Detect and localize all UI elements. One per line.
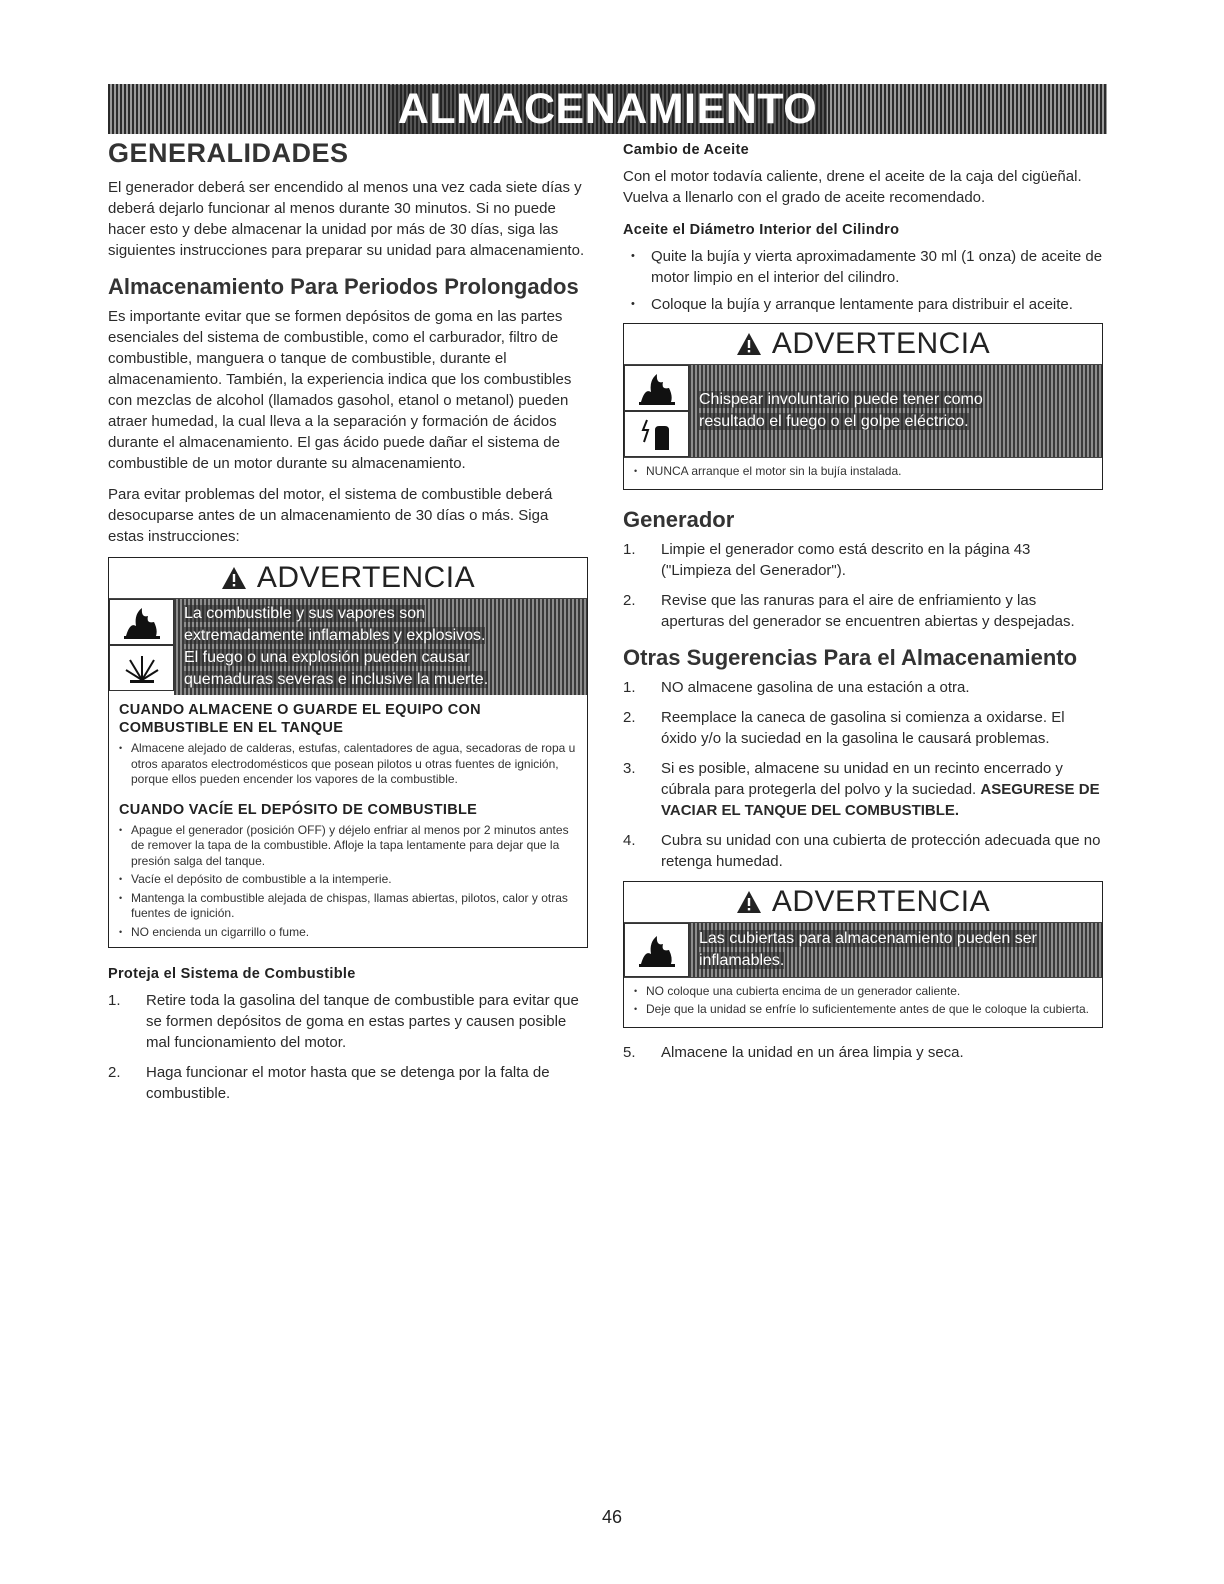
flammable-fire-icon	[624, 365, 689, 411]
spark-warning-box	[623, 323, 1103, 490]
list-item: 2. Revise que las ranuras para el aire de enfriamiento y las aperturas del generador se encuentren abiertas y despejadas.	[623, 591, 1075, 630]
list-item: 1. Limpie el generador como está descrito en la página 43 ("Limpieza del Generador").	[623, 540, 1031, 579]
warning-title: ADVERTENCIA	[771, 884, 991, 918]
prolongados-paragraph-2: Para evitar problemas del motor, el sistema de combustible deberá desocuparse antes de un almacenamiento de 30 días o más. Siga estas instrucciones:	[108, 486, 553, 545]
list-item: 2. Haga funcionar el motor hasta que se detenga por la falta de combustible.	[108, 1064, 550, 1102]
flammable-fire-icon	[624, 923, 689, 977]
cambio-text: Con el motor todavía caliente, drene el aceite de la caja del cigüeñal. Vuelva a llenarlo con el grado de aceite recomendado.	[623, 168, 1082, 206]
cambio-heading: Cambio de Aceite	[623, 142, 749, 158]
warning-triangle-icon	[221, 566, 247, 590]
warning-subheading-empty-tank: CUANDO VACÍE EL DEPÓSITO DE COMBUSTIBLE	[119, 801, 478, 818]
list-item: • Coloque la bujía y arranque lentamente para distribuir el aceite.	[623, 294, 1103, 315]
fuel-warning-box	[108, 557, 588, 948]
warning-item: • NO encienda un cigarrillo o fume.	[119, 925, 577, 941]
warning-title: ADVERTENCIA	[256, 561, 476, 594]
list-item: 5. Almacene la unidad en un área limpia y seca.	[623, 1043, 964, 1061]
warning-title: ADVERTENCIA	[771, 327, 991, 360]
warning-message: Chispear involuntario puede tener como resultado el fuego o el golpe eléctrico.	[689, 365, 1102, 457]
list-item: 4. Cubra su unidad con una cubierta de protección adecuada que no retenga humedad.	[623, 831, 1101, 870]
emphasis-text: ASEGURESE DE VACIAR EL TANQUE DEL COMBUSTIBLE.	[661, 780, 1100, 819]
banner-title: ALMACENAMIENTO	[397, 84, 818, 133]
warning-item: • Apague el generador (posición OFF) y déjelo enfriar al menos por 2 minutos antes de remover la tapa de la combustible. Afloje la tapa lentamente para dejar que la presión salga del tanque.	[119, 823, 577, 870]
list-item: • Quite la bujía y vierta aproximadamente 30 ml (1 onza) de aceite de motor limpio en el interior del cilindro.	[623, 246, 1103, 288]
explosion-icon	[109, 645, 174, 691]
right-column	[623, 142, 1103, 1072]
otras-list	[623, 677, 1103, 872]
proteja-list	[108, 990, 588, 1104]
generalidades-text: El generador deberá ser encendido al menos una vez cada siete días y deberá dejarlo funcionar al menos durante 30 minutos. Si no puede hacer esto y debe almacenar la unidad por más de 30 días, siga las siguientes instrucciones para preparar su unidad para almacenamiento.	[108, 179, 585, 259]
warning-item: • Almacene alejado de calderas, estufas, calentadores de agua, secadoras de ropa u otros aparatos electrodomésticos que posean pilotos u otras fuentes de ignición, porque ellos pueden encender los vapores de la combustible.	[119, 741, 577, 788]
list-item: 2. Reemplace la caneca de gasolina si comienza a oxidarse. El óxido y/o la suciedad en la gasolina le causará problemas.	[623, 708, 1065, 747]
section-banner	[108, 84, 1107, 134]
warning-item: • Deje que la unidad se enfríe lo suficientemente antes de que le coloque la cubierta.	[634, 1002, 1092, 1018]
list-item: 1. NO almacene gasolina de una estación a otra.	[623, 678, 970, 696]
list-item: 1. Retire toda la gasolina del tanque de combustible para evitar que se formen depósitos de goma en estas partes y causen posible mal funcionamiento del motor.	[108, 992, 579, 1051]
list-item: 3. Si es posible, almacene su unidad en un recinto encerrado y cúbrala para protegerla del polvo y la suciedad. ASEGURESE DE VACIAR EL TANQUE DEL COMBUSTIBLE.	[623, 759, 1100, 819]
aceite-list	[623, 246, 1103, 315]
proteja-heading: Proteja el Sistema de Combustible	[108, 966, 356, 982]
flammable-fire-icon	[109, 599, 174, 645]
warning-item: • NUNCA arranque el motor sin la bujía instalada.	[634, 464, 1092, 480]
warning-subheading-storage: CUANDO ALMACENE O GUARDE EL EQUIPO CON COMBUSTIBLE EN EL TANQUE	[119, 702, 481, 736]
prolongados-paragraph-1: Es importante evitar que se formen depósitos de goma en las partes esenciales del sistema de combustible, como el carburador, filtro de combustible, manguera o tanque de combustible, durante el almacenamiento. También, la experiencia indica que los combustibles con mezclas de alcohol (llamados gasohol, etanol o metanol) pueden atraer humedad, la cual lleva a la separación y formación de ácidos durante el almacenamiento. El gas ácido puede dañar el sistema de combustible de un motor durante su almacenamiento.	[108, 308, 572, 472]
warning-item: • NO coloque una cubierta encima de un generador caliente.	[634, 984, 1092, 1000]
generalidades-heading: GENERALIDADES	[108, 138, 349, 168]
warning-header	[109, 558, 587, 598]
generador-heading: Generador	[623, 506, 735, 532]
warning-header	[624, 882, 1102, 922]
otras-list-continued	[623, 1042, 1103, 1063]
warning-item: • Mantenga la combustible alejada de chispas, llamas abiertas, pilotos, calor y otras fuentes de ignición.	[119, 891, 577, 922]
warning-triangle-icon	[736, 332, 762, 356]
prolongados-heading: Almacenamiento Para Periodos Prolongados	[108, 274, 579, 299]
aceite-heading: Aceite el Diámetro Interior del Cilindro	[623, 222, 900, 238]
warning-triangle-icon	[736, 890, 762, 914]
warning-header	[624, 324, 1102, 364]
left-column	[108, 138, 588, 1113]
generador-list	[623, 539, 1103, 632]
cover-warning-box	[623, 881, 1103, 1028]
otras-heading: Otras Sugerencias Para el Almacenamiento	[623, 644, 1078, 670]
warning-message: Las cubiertas para almacenamiento pueden ser inflamables.	[689, 923, 1102, 977]
electric-shock-icon	[624, 411, 689, 457]
warning-message: La combustible y sus vapores son extremadamente inflamables y explosivos. El fuego o una explosión pueden causar quemaduras severas e inclusive la muerte.	[174, 599, 587, 695]
warning-item: • Vacíe el depósito de combustible a la intemperie.	[119, 872, 577, 888]
page-number: 46	[601, 1507, 623, 1527]
